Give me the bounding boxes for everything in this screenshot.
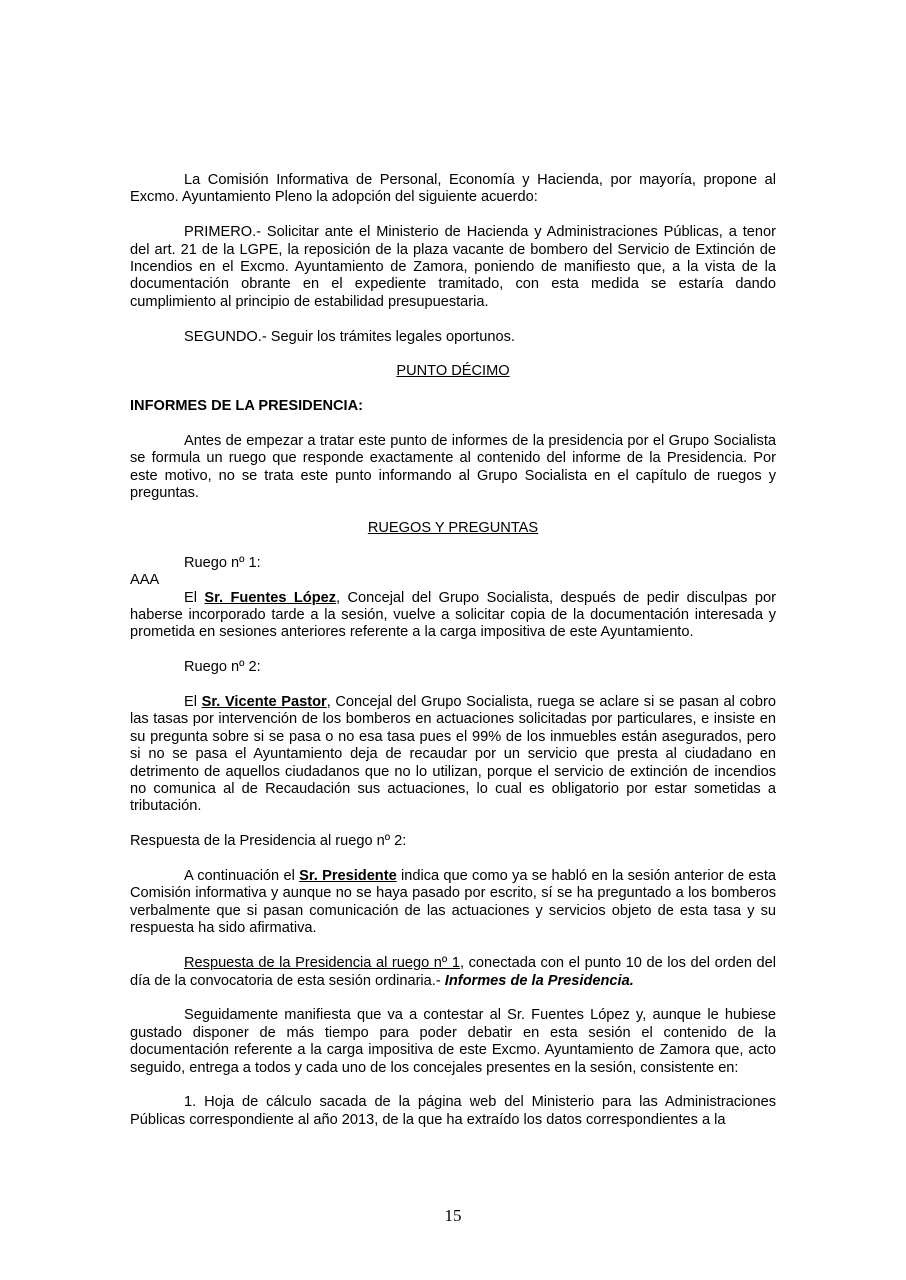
section-heading-punto-decimo — [130, 363, 776, 380]
aaa-marker: AAA — [130, 572, 160, 589]
respuesta-2-prefix: A continuación el — [184, 868, 300, 885]
paragraph-ruego-1 — [130, 590, 776, 642]
paragraph-respuesta-2 — [130, 868, 776, 938]
ruego-2-prefix: El — [184, 694, 202, 711]
ruegos-label: RUEGOS Y PREGUNTAS — [367, 520, 539, 537]
paragraph-informes: Antes de empezar a tratar este punto de informes de la presidencia por el Grupo Socialista se formula un ruego que responde exactamente al contenido del informe de la Presidencia. Por este motivo, no se trata este punto informando al Grupo Socialista en el capítulo de ruegos y preguntas. — [130, 433, 776, 502]
ruego-1-prefix: El — [184, 589, 205, 606]
respuesta-2-label: Respuesta de la Presidencia al ruego nº 2: — [130, 833, 407, 850]
respuesta-1-text: , conectada con el punto 10 de los del orden del día de la convocatoria de esta sesión ordinaria.- — [130, 955, 776, 989]
paragraph-ruego-2 — [130, 694, 776, 816]
section-heading-ruegos — [130, 520, 776, 537]
paragraph-seguidamente: Seguidamente manifiesta que va a contestar al Sr. Fuentes López y, aunque le hubiese gustado disponer de más tiempo para poder debatir en esta sesión el contenido de la documentación referente a la carga impositiva de este Excmo. Ayuntamiento de Zamora que, acto seguido, entrega a todos y cada uno de los concejales presentes en la sesión, consistente en: — [130, 1007, 776, 1076]
paragraph-hoja-calculo: 1. Hoja de cálculo sacada de la página web del Ministerio para las Administraciones Públicas correspondiente al año 2013, de la que ha extraído los datos correspondientes a la — [130, 1094, 776, 1128]
ruego-2-text: , Concejal del Grupo Socialista, ruega se aclare si se pasan al cobro las tasas por intervención de los bomberos en actuaciones solicitadas por particulares, e insiste en su pregunta sobre si se pasa o no esa tasa pues el 99% de los inmuebles están asegurados, pero si no se pasa el Ayuntamiento deja de recaudar por un servicio que presta al ciudadano en detrimento de aquellos ciudadanos que no lo utilizan, porque el servicio de extinción de incendios no comunica al de Recaudación sus actuaciones, lo cual es obligatorio por estar sometidas a tributación. — [130, 694, 777, 815]
speaker-vicente-pastor: Sr. Vicente Pastor — [201, 694, 327, 711]
respuesta-1-emphasis: Informes de la Presidencia. — [444, 972, 634, 989]
respuesta-2-text: indica que como ya se habló en la sesión anterior de esta Comisión informativa y aunque no se haya pasado por escrito, sí se ha preguntado a los bomberos verbalmente que si pasan comunicación de las actuaciones y servicios objeto de esta tasa y su respuesta ha sido afirmativa. — [130, 868, 776, 937]
paragraph-primero: PRIMERO.- Solicitar ante el Ministerio de Hacienda y Administraciones Públicas, a tenor del art. 21 de la LGPE, la reposición de la plaza vacante de bombero del Servicio de Extinción de Incendios en el Excmo. Ayuntamiento de Zamora, poniendo de manifiesto que, a la vista de la documentación obrante en el expediente tramitado, con esta medida se estaría dando cumplimiento al principio de estabilidad presupuestaria. — [130, 224, 776, 310]
ruego-1-text: , Concejal del Grupo Socialista, después de pedir disculpas por haberse incorporado tarde a la sesión, vuelve a solicitar copia de la documentación interesada y prometida en sesiones anteriores referente a la carga impositiva de este Ayuntamiento. — [130, 589, 776, 641]
ruego-1-label: Ruego nº 1: — [184, 554, 261, 571]
paragraph-segundo: SEGUNDO.- Seguir los trámites legales oportunos. — [184, 328, 515, 345]
respuesta-1-label: Respuesta de la Presidencia al ruego nº 1 — [184, 955, 460, 972]
speaker-presidente: Sr. Presidente — [299, 868, 397, 885]
ruego-2-label: Ruego nº 2: — [184, 659, 261, 676]
punto-decimo-label: PUNTO DÉCIMO — [396, 363, 510, 380]
paragraph-respuesta-1 — [130, 955, 776, 990]
paragraph-comision: La Comisión Informativa de Personal, Economía y Hacienda, por mayoría, propone al Excmo. Ayuntamiento Pleno la adopción del siguiente acuerdo: — [130, 172, 776, 206]
speaker-fuentes-lopez: Sr. Fuentes López — [204, 589, 337, 606]
page-number: 15 — [444, 1206, 462, 1225]
section-heading-informes: INFORMES DE LA PRESIDENCIA: — [130, 398, 363, 415]
document-body — [130, 172, 776, 1147]
